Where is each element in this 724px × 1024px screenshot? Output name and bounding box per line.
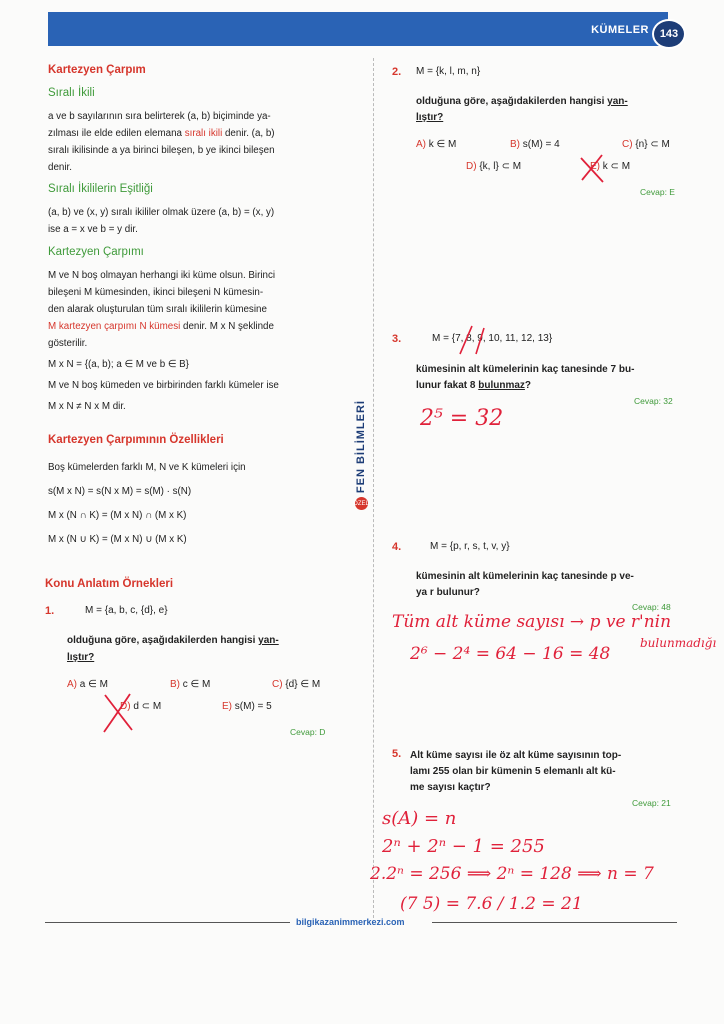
equality-heading: Sıralı İkililerin Eşitliği xyxy=(48,183,153,195)
handwritten-calc: 2⁶ − 2⁴ = 64 − 16 = 48 xyxy=(410,644,611,664)
answer-label: Cevap: 48 xyxy=(632,602,671,612)
text-line: M x N ≠ N x M dir. xyxy=(48,401,126,412)
question-set: M = {7, 8, 9, 10, 11, 12, 13} xyxy=(432,333,553,344)
handwritten-calc: 2ⁿ + 2ⁿ − 1 = 255 xyxy=(382,836,545,857)
examples-heading: Konu Anlatım Örnekleri xyxy=(45,578,174,590)
text-line: M ve N boş olmayan herhangi iki küme olsun. Birinci xyxy=(48,270,276,281)
product-text xyxy=(48,267,348,415)
text-line: Boş kümelerden farklı M, N ve K kümeleri için xyxy=(48,462,246,473)
option-letter: D) xyxy=(120,701,131,712)
text-span: ? xyxy=(524,380,532,391)
text-line: me sayısı kaçtır? xyxy=(410,782,491,793)
question-set: M = {k, l, m, n} xyxy=(416,66,481,77)
underlined-word: lıştır? xyxy=(67,652,95,663)
option-text: k ⊂ M xyxy=(602,161,631,172)
text-line xyxy=(48,125,348,142)
option-text: a ∈ M xyxy=(79,679,108,690)
highlight-term: sıralı ikili xyxy=(184,128,223,139)
option-b xyxy=(170,679,210,690)
section-title: KÜMELER xyxy=(591,24,649,36)
underlined-word: yan- xyxy=(607,96,628,107)
underlined-word: bulunmaz xyxy=(478,380,525,391)
option-text: d ⊂ M xyxy=(133,701,162,712)
text-line: (a, b) ve (x, y) sıralı ikililer olmak üzere (a, b) = (x, y) xyxy=(48,207,275,218)
question-stem xyxy=(416,569,696,601)
option-letter: C) xyxy=(272,679,283,690)
ordered-pair-text xyxy=(48,108,348,176)
footer-url: bilgikazanimmerkezi.com xyxy=(296,917,405,927)
option-c xyxy=(272,679,320,690)
text-line: denir. xyxy=(48,162,72,173)
handwritten-calc: (7 5) = 7.6 / 1.2 = 21 xyxy=(400,894,583,914)
text-line: ya r bulunur? xyxy=(416,587,480,598)
underlined-word: yan- xyxy=(258,635,279,646)
handwritten-x-mark xyxy=(100,690,140,735)
spine-label: FEN BİLİMLERİ xyxy=(355,400,367,494)
properties-list xyxy=(48,456,348,552)
option-e xyxy=(222,701,272,712)
question-set: M = {a, b, c, {d}, e} xyxy=(85,605,168,616)
answer-label: Cevap: D xyxy=(290,727,326,737)
question-number: 4. xyxy=(392,541,402,553)
question-number: 3. xyxy=(392,333,402,345)
answer-label: Cevap: 32 xyxy=(634,396,673,406)
option-letter: B) xyxy=(170,679,180,690)
properties-heading: Kartezyen Çarpımının Özellikleri xyxy=(48,434,224,446)
question-stem xyxy=(410,748,690,796)
text-line: bileşeni M kümesinden, ikinci bileşeni N kümesin- xyxy=(48,287,264,298)
question-number: 1. xyxy=(45,605,55,617)
text-line: gösterilir. xyxy=(48,338,88,349)
footer-rule xyxy=(432,922,677,923)
product-formula: M x N = {(a, b); a ∈ M ve b ∈ B} xyxy=(48,359,189,370)
handwritten-x-mark xyxy=(578,152,608,184)
text-line: M ve N boş kümeden ve birbirinden farklı kümeler ise xyxy=(48,380,279,391)
text-line: ise a = x ve b = y dir. xyxy=(48,224,138,235)
option-letter: A) xyxy=(67,679,77,690)
question-number: 2. xyxy=(392,66,402,78)
option-letter: B) xyxy=(510,139,520,150)
question-stem xyxy=(416,362,696,394)
option-text: c ∈ M xyxy=(182,679,211,690)
answer-label: Cevap: E xyxy=(640,187,675,197)
text-line: kümesinin alt kümelerinin kaç tanesinde 7 bu- xyxy=(416,364,635,375)
handwritten-calc: s(A) = n xyxy=(382,808,457,829)
property-formula: s(M x N) = s(N x M) = s(M) · s(N) xyxy=(48,486,192,497)
handwritten-strike xyxy=(450,322,490,358)
text-span: zılması ile elde edilen elemana xyxy=(48,128,185,139)
handwritten-calc: 2.2ⁿ = 256 ⟹ 2ⁿ = 128 ⟹ n = 7 xyxy=(370,864,654,884)
option-d xyxy=(466,161,521,172)
publisher-spine xyxy=(352,400,370,560)
text-line xyxy=(48,318,348,335)
option-letter: A) xyxy=(416,139,426,150)
text-span: denir. (a, b) xyxy=(222,128,275,139)
option-text: k ∈ M xyxy=(428,139,457,150)
text-span: denir. M x N şeklinde xyxy=(180,321,274,332)
spine-badge: ÖZEL xyxy=(355,497,368,510)
option-text: {k, l} ⊂ M xyxy=(479,161,522,172)
option-c xyxy=(622,139,670,150)
text-line: den alarak oluşturulan tüm sıralı ikililerin kümesine xyxy=(48,304,267,315)
option-letter: C) xyxy=(622,139,633,150)
header-bar xyxy=(48,12,668,46)
text-line: a ve b sayılarının sıra belirterek (a, b) biçiminde ya- xyxy=(48,111,271,122)
option-b xyxy=(510,139,560,150)
option-letter: E) xyxy=(590,161,600,172)
column-divider xyxy=(373,58,375,918)
product-heading: Kartezyen Çarpımı xyxy=(48,246,144,258)
highlight-term: M kartezyen çarpımı N kümesi xyxy=(48,321,181,332)
question-set: M = {p, r, s, t, v, y} xyxy=(430,541,510,552)
kartezyen-title: Kartezyen Çarpım xyxy=(48,64,146,76)
ordered-pair-heading: Sıralı İkili xyxy=(48,87,95,99)
text-line: sıralı ikilisinde a ya birinci bileşen, b ye ikinci bileşen xyxy=(48,145,275,156)
question-stem xyxy=(416,94,696,126)
question-stem xyxy=(67,632,347,666)
option-text: {n} ⊂ M xyxy=(635,139,670,150)
question-number: 5. xyxy=(392,748,402,760)
equality-text xyxy=(48,204,348,238)
option-a xyxy=(416,139,456,150)
text-line: lamı 255 olan bir kümenin 5 elemanlı alt kü- xyxy=(410,766,616,777)
footer-rule xyxy=(45,922,290,923)
option-letter: E) xyxy=(222,701,232,712)
text-span: lunur fakat 8 xyxy=(416,380,479,391)
underlined-word: lıştır? xyxy=(416,112,444,123)
text-span: olduğuna göre, aşağıdakilerden hangisi xyxy=(67,635,259,646)
text-line xyxy=(416,378,696,394)
option-text: s(M) = 4 xyxy=(522,139,560,150)
text-line: Alt küme sayısı ile öz alt küme sayısının top- xyxy=(410,750,622,761)
text-span: olduğuna göre, aşağıdakilerden hangisi xyxy=(416,96,608,107)
text-line: kümesinin alt kümelerinin kaç tanesinde p ve- xyxy=(416,571,634,582)
option-text: {d} ∈ M xyxy=(285,679,321,690)
option-text: s(M) = 5 xyxy=(234,701,272,712)
page-number: 143 xyxy=(652,19,686,49)
option-letter: D) xyxy=(466,161,477,172)
property-formula: M x (N ∪ K) = (M x N) ∪ (M x K) xyxy=(48,534,187,545)
property-formula: M x (N ∩ K) = (M x N) ∩ (M x K) xyxy=(48,510,187,521)
handwritten-note: Tüm alt küme sayısı → p ve r'nin xyxy=(392,612,672,632)
handwritten-answer: 2⁵ = 32 xyxy=(420,406,504,431)
handwritten-note: bulunmadığı xyxy=(640,636,717,650)
answer-label: Cevap: 21 xyxy=(632,798,671,808)
option-a xyxy=(67,679,108,690)
